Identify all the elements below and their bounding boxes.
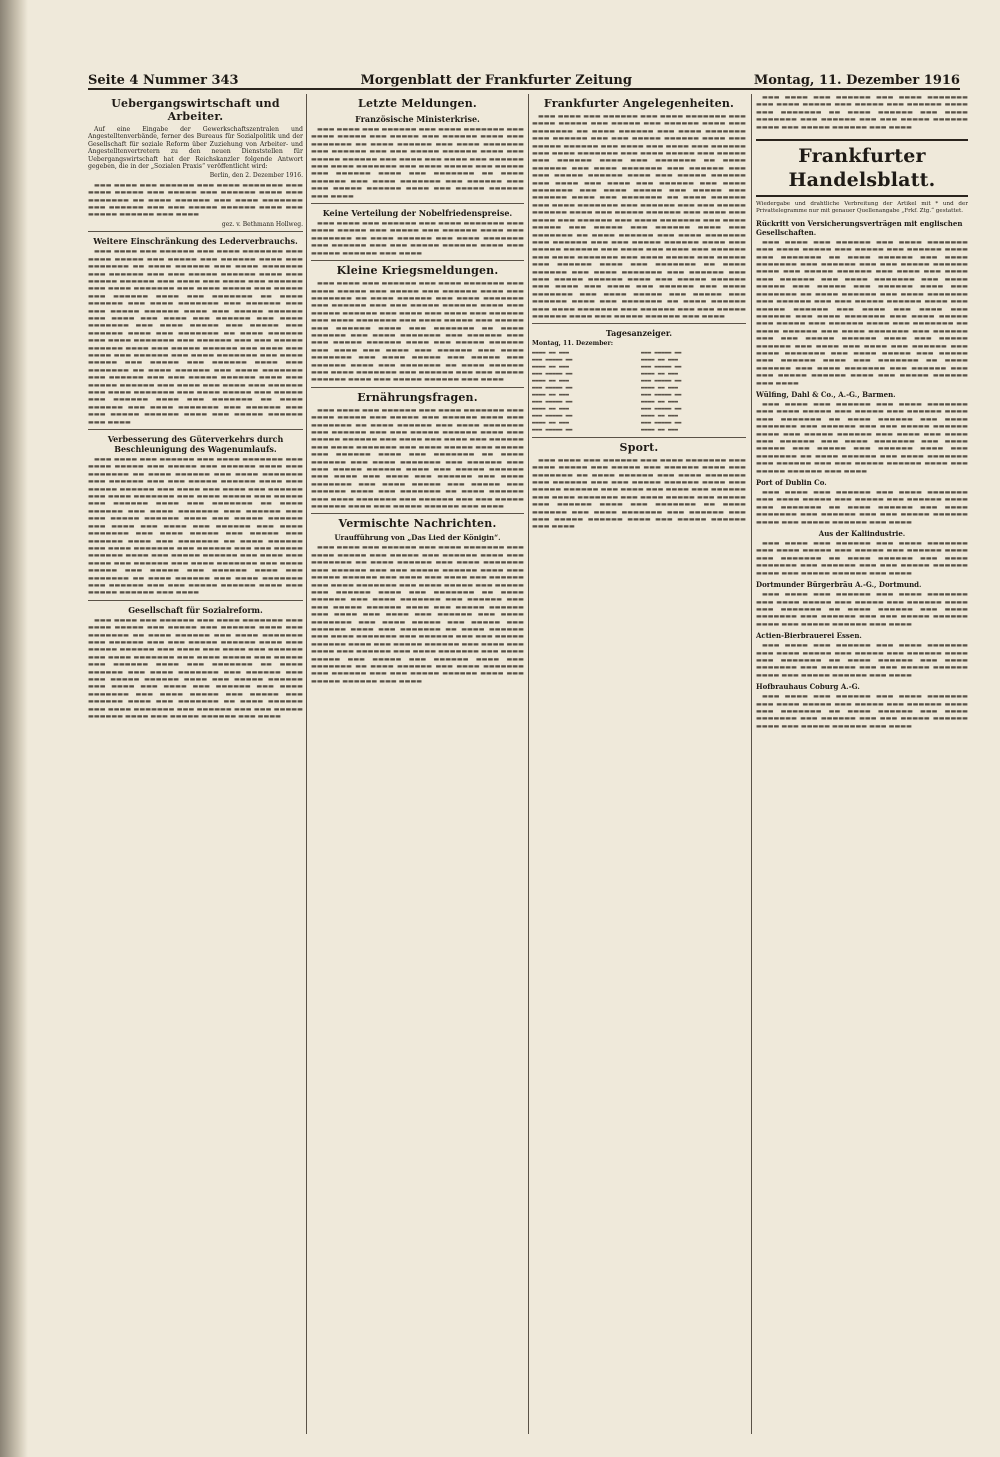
section-title: Frankfurter Handelsblatt.	[756, 139, 968, 197]
headline: Keine Verteilung der Nobelfriedenspreise.	[322, 208, 513, 219]
column-rule	[751, 94, 752, 1434]
article-body: ▬▬▬ ▬▬▬▬ ▬▬▬ ▬▬▬▬▬▬ ▬▬▬ ▬▬▬▬ ▬▬▬▬▬▬▬ ▬▬▬ ▬▬▬▬ ▬▬▬▬▬ ▬▬▬ ▬▬▬▬▬ ▬▬▬ ▬▬▬▬▬▬ ▬▬▬▬ ▬▬▬ ▬▬▬▬▬▬▬ ▬▬ ▬▬▬▬ ▬▬▬▬▬▬ ▬▬▬ ▬▬▬▬ ▬▬▬▬▬▬▬ ▬▬▬ ▬▬▬▬▬▬ ▬▬▬ ▬▬▬ ▬▬▬▬▬ ▬▬▬▬▬▬ ▬▬▬▬ ▬▬▬ ▬▬▬▬▬ ▬▬▬▬▬▬ ▬▬▬ ▬▬▬▬ ▬▬▬ ▬▬▬▬ ▬▬▬ ▬▬▬▬▬▬ ▬▬▬ ▬▬▬▬ ▬▬▬▬▬▬▬ ▬▬▬ ▬▬▬▬ ▬▬▬▬▬ ▬▬▬ ▬▬▬▬▬ ▬▬▬ ▬▬▬▬▬▬ ▬▬▬▬ ▬▬▬ ▬▬▬▬▬▬▬ ▬▬ ▬▬▬▬ ▬▬▬▬▬▬ ▬▬▬ ▬▬▬▬ ▬▬▬▬▬▬▬ ▬▬▬ ▬▬▬▬▬▬ ▬▬▬ ▬▬▬ ▬▬▬▬▬ ▬▬▬▬▬▬ ▬▬▬▬ ▬▬▬ ▬▬▬▬▬ ▬▬▬▬▬▬ ▬▬▬ ▬▬▬▬ ▬▬▬ ▬▬▬▬ ▬▬▬ ▬▬▬▬▬▬ ▬▬▬ ▬▬▬▬ ▬▬▬▬▬▬▬ ▬▬▬ ▬▬▬▬ ▬▬▬▬▬ ▬▬▬ ▬▬▬▬▬ ▬▬▬ ▬▬▬▬▬▬ ▬▬▬▬ ▬▬▬ ▬▬▬▬▬▬▬ ▬▬ ▬▬▬▬ ▬▬▬▬▬▬ ▬▬▬ ▬▬▬▬ ▬▬▬▬▬▬▬ ▬▬▬ ▬▬▬▬▬▬ ▬▬▬ ▬▬▬ ▬▬▬▬▬ ▬▬▬▬▬▬ ▬▬▬▬ ▬▬▬ ▬▬▬▬▬ ▬▬▬▬▬▬ ▬▬▬ ▬▬▬▬	[88, 616, 303, 721]
column-4	[756, 94, 968, 1434]
article-body: ▬▬▬ ▬▬▬▬ ▬▬▬ ▬▬▬▬▬▬ ▬▬▬ ▬▬▬▬ ▬▬▬▬▬▬▬ ▬▬▬ ▬▬▬▬ ▬▬▬▬▬ ▬▬▬ ▬▬▬▬▬ ▬▬▬ ▬▬▬▬▬▬ ▬▬▬▬ ▬▬▬ ▬▬▬▬▬▬▬ ▬▬ ▬▬▬▬ ▬▬▬▬▬▬ ▬▬▬ ▬▬▬▬ ▬▬▬▬▬▬▬ ▬▬▬ ▬▬▬▬▬▬ ▬▬▬ ▬▬▬ ▬▬▬▬▬ ▬▬▬▬▬▬ ▬▬▬▬ ▬▬▬ ▬▬▬▬▬ ▬▬▬▬▬▬ ▬▬▬ ▬▬▬▬	[756, 591, 968, 628]
headline: Weitere Einschränkung des Lederverbrauchs.	[93, 236, 298, 247]
article-body: ▬▬▬ ▬▬▬▬ ▬▬▬ ▬▬▬▬▬▬ ▬▬▬ ▬▬▬▬ ▬▬▬▬▬▬▬ ▬▬▬ ▬▬▬▬ ▬▬▬▬▬ ▬▬▬ ▬▬▬▬▬ ▬▬▬ ▬▬▬▬▬▬ ▬▬▬▬ ▬▬▬ ▬▬▬▬▬▬▬ ▬▬ ▬▬▬▬ ▬▬▬▬▬▬ ▬▬▬ ▬▬▬▬ ▬▬▬▬▬▬▬ ▬▬▬ ▬▬▬▬▬▬ ▬▬▬ ▬▬▬ ▬▬▬▬▬ ▬▬▬▬▬▬ ▬▬▬▬ ▬▬▬ ▬▬▬▬▬ ▬▬▬▬▬▬ ▬▬▬ ▬▬▬▬ ▬▬▬ ▬▬▬▬ ▬▬▬ ▬▬▬▬▬▬ ▬▬▬ ▬▬▬▬ ▬▬▬▬▬▬▬ ▬▬▬ ▬▬▬▬ ▬▬▬▬▬ ▬▬▬ ▬▬▬▬▬ ▬▬▬ ▬▬▬▬▬▬ ▬▬▬▬ ▬▬▬ ▬▬▬▬▬▬▬ ▬▬ ▬▬▬▬ ▬▬▬▬▬▬ ▬▬▬ ▬▬▬▬ ▬▬▬▬▬▬▬ ▬▬▬ ▬▬▬▬▬▬ ▬▬▬ ▬▬▬ ▬▬▬▬▬ ▬▬▬▬▬▬ ▬▬▬▬ ▬▬▬ ▬▬▬▬▬ ▬▬▬▬▬▬ ▬▬▬ ▬▬▬▬ ▬▬▬ ▬▬▬▬ ▬▬▬ ▬▬▬▬▬▬ ▬▬▬ ▬▬▬▬ ▬▬▬▬▬▬▬ ▬▬▬ ▬▬▬▬ ▬▬▬▬▬ ▬▬▬ ▬▬▬▬▬ ▬▬▬ ▬▬▬▬▬▬ ▬▬▬▬ ▬▬▬ ▬▬▬▬▬▬▬ ▬▬ ▬▬▬▬ ▬▬▬▬▬▬ ▬▬▬ ▬▬▬▬ ▬▬▬▬▬▬▬ ▬▬▬ ▬▬▬▬▬▬ ▬▬▬ ▬▬▬ ▬▬▬▬▬ ▬▬▬▬▬▬ ▬▬▬▬ ▬▬▬ ▬▬▬▬▬ ▬▬▬▬▬▬ ▬▬▬ ▬▬▬▬	[311, 406, 524, 511]
headline: Uebergangswirtschaft und Arbeiter.	[111, 97, 280, 123]
masthead	[88, 68, 960, 90]
article-body: ▬▬▬ ▬▬▬▬ ▬▬▬ ▬▬▬▬▬▬ ▬▬▬ ▬▬▬▬ ▬▬▬▬▬▬▬ ▬▬▬ ▬▬▬▬ ▬▬▬▬▬ ▬▬▬ ▬▬▬▬▬ ▬▬▬ ▬▬▬▬▬▬ ▬▬▬▬ ▬▬▬ ▬▬▬▬▬▬▬ ▬▬ ▬▬▬▬ ▬▬▬▬▬▬ ▬▬▬ ▬▬▬▬ ▬▬▬▬▬▬▬ ▬▬▬ ▬▬▬▬▬▬ ▬▬▬ ▬▬▬ ▬▬▬▬▬ ▬▬▬▬▬▬ ▬▬▬▬ ▬▬▬ ▬▬▬▬▬ ▬▬▬▬▬▬ ▬▬▬ ▬▬▬▬ ▬▬▬ ▬▬▬▬ ▬▬▬ ▬▬▬▬▬▬ ▬▬▬ ▬▬▬▬ ▬▬▬▬▬▬▬ ▬▬▬ ▬▬▬▬ ▬▬▬▬▬ ▬▬▬ ▬▬▬▬▬ ▬▬▬ ▬▬▬▬▬▬ ▬▬▬▬ ▬▬▬ ▬▬▬▬▬▬▬ ▬▬ ▬▬▬▬ ▬▬▬▬▬▬ ▬▬▬ ▬▬▬▬ ▬▬▬▬▬▬▬ ▬▬▬ ▬▬▬▬▬▬ ▬▬▬ ▬▬▬ ▬▬▬▬▬ ▬▬▬▬▬▬ ▬▬▬▬ ▬▬▬ ▬▬▬▬▬ ▬▬▬▬▬▬ ▬▬▬ ▬▬▬▬ ▬▬▬ ▬▬▬▬ ▬▬▬ ▬▬▬▬▬▬ ▬▬▬ ▬▬▬▬ ▬▬▬▬▬▬▬ ▬▬▬ ▬▬▬▬ ▬▬▬▬▬ ▬▬▬ ▬▬▬▬▬ ▬▬▬ ▬▬▬▬▬▬ ▬▬▬▬ ▬▬▬ ▬▬▬▬▬▬▬ ▬▬ ▬▬▬▬ ▬▬▬▬▬▬ ▬▬▬ ▬▬▬▬ ▬▬▬▬▬▬▬ ▬▬▬ ▬▬▬▬▬▬ ▬▬▬ ▬▬▬ ▬▬▬▬▬ ▬▬▬▬▬▬ ▬▬▬▬ ▬▬▬ ▬▬▬▬▬ ▬▬▬▬▬▬ ▬▬▬ ▬▬▬▬ ▬▬▬ ▬▬▬▬ ▬▬▬ ▬▬▬▬▬▬ ▬▬▬ ▬▬▬▬ ▬▬▬▬▬▬▬ ▬▬▬ ▬▬▬▬ ▬▬▬▬▬ ▬▬▬ ▬▬▬▬▬ ▬▬▬ ▬▬▬▬▬▬ ▬▬▬▬ ▬▬▬ ▬▬▬▬▬▬▬ ▬▬ ▬▬▬▬ ▬▬▬▬▬▬ ▬▬▬ ▬▬▬▬ ▬▬▬▬▬▬▬ ▬▬▬ ▬▬▬▬▬▬ ▬▬▬ ▬▬▬ ▬▬▬▬▬ ▬▬▬▬▬▬ ▬▬▬▬ ▬▬▬ ▬▬▬▬▬ ▬▬▬▬▬▬ ▬▬▬ ▬▬▬▬ ▬▬▬ ▬▬▬▬ ▬▬▬ ▬▬▬▬▬▬ ▬▬▬ ▬▬▬▬ ▬▬▬▬▬▬▬ ▬▬▬ ▬▬▬▬ ▬▬▬▬▬ ▬▬▬ ▬▬▬▬▬ ▬▬▬ ▬▬▬▬▬▬ ▬▬▬▬ ▬▬▬ ▬▬▬▬▬▬▬ ▬▬ ▬▬▬▬ ▬▬▬▬▬▬ ▬▬▬ ▬▬▬▬ ▬▬▬▬▬▬▬ ▬▬▬ ▬▬▬▬▬▬ ▬▬▬ ▬▬▬ ▬▬▬▬▬ ▬▬▬▬▬▬ ▬▬▬▬ ▬▬▬ ▬▬▬▬▬ ▬▬▬▬▬▬ ▬▬▬ ▬▬▬▬ ▬▬▬ ▬▬▬▬ ▬▬▬ ▬▬▬▬▬▬ ▬▬▬ ▬▬▬▬ ▬▬▬▬▬▬▬ ▬▬▬ ▬▬▬▬ ▬▬▬▬▬ ▬▬▬ ▬▬▬▬▬ ▬▬▬ ▬▬▬▬▬▬ ▬▬▬▬ ▬▬▬ ▬▬▬▬▬▬▬ ▬▬ ▬▬▬▬ ▬▬▬▬▬▬ ▬▬▬ ▬▬▬▬ ▬▬▬▬▬▬▬ ▬▬▬ ▬▬▬▬▬▬ ▬▬▬ ▬▬▬ ▬▬▬▬▬ ▬▬▬▬▬▬ ▬▬▬▬ ▬▬▬ ▬▬▬▬▬ ▬▬▬▬▬▬ ▬▬▬ ▬▬▬▬	[532, 113, 746, 320]
dateline: Berlin, den 2. Dezember 1916.	[209, 172, 303, 180]
listings-table: ▬▬▬▬ ▬▬ ▬▬▬ ▬▬▬ ▬▬▬▬▬ ▬▬ ▬▬▬▬ ▬▬ ▬▬▬ ▬▬▬ ▬▬▬▬▬ ▬▬ ▬▬▬▬ ▬▬ ▬▬▬ ▬▬▬ ▬▬▬▬▬ ▬▬ ▬▬▬▬ ▬▬ ▬▬▬ ▬▬▬ ▬▬▬▬▬ ▬▬ ▬▬▬▬ ▬▬ ▬▬▬ ▬▬▬ ▬▬▬▬▬ ▬▬ ▬▬▬▬ ▬▬ ▬▬▬ ▬▬▬ ▬▬▬▬▬ ▬▬ ▬▬▬ ▬▬▬▬▬ ▬▬ ▬▬▬▬ ▬▬ ▬▬▬ ▬▬▬ ▬▬▬▬▬ ▬▬ ▬▬▬▬ ▬▬ ▬▬▬ ▬▬▬ ▬▬▬▬▬ ▬▬ ▬▬▬▬ ▬▬ ▬▬▬ ▬▬▬ ▬▬▬▬▬ ▬▬ ▬▬▬▬ ▬▬ ▬▬▬ ▬▬▬ ▬▬▬▬▬ ▬▬ ▬▬▬▬ ▬▬ ▬▬▬ ▬▬▬ ▬▬▬▬▬ ▬▬ ▬▬▬▬ ▬▬ ▬▬▬	[532, 349, 682, 433]
article-body: ▬▬▬ ▬▬▬▬ ▬▬▬ ▬▬▬▬▬▬ ▬▬▬ ▬▬▬▬ ▬▬▬▬▬▬▬ ▬▬▬ ▬▬▬▬ ▬▬▬▬▬ ▬▬▬ ▬▬▬▬▬ ▬▬▬ ▬▬▬▬▬▬ ▬▬▬▬ ▬▬▬ ▬▬▬▬▬▬▬ ▬▬ ▬▬▬▬ ▬▬▬▬▬▬ ▬▬▬ ▬▬▬▬ ▬▬▬▬▬▬▬ ▬▬▬ ▬▬▬▬▬▬ ▬▬▬ ▬▬▬ ▬▬▬▬▬ ▬▬▬▬▬▬ ▬▬▬▬ ▬▬▬ ▬▬▬▬▬ ▬▬▬▬▬▬ ▬▬▬ ▬▬▬▬ ▬▬▬ ▬▬▬▬ ▬▬▬ ▬▬▬▬▬▬ ▬▬▬ ▬▬▬▬ ▬▬▬▬▬▬▬ ▬▬▬ ▬▬▬▬ ▬▬▬▬▬ ▬▬▬ ▬▬▬▬▬ ▬▬▬ ▬▬▬▬▬▬ ▬▬▬▬ ▬▬▬ ▬▬▬▬▬▬▬ ▬▬ ▬▬▬▬ ▬▬▬▬▬▬ ▬▬▬ ▬▬▬▬ ▬▬▬▬▬▬▬ ▬▬▬ ▬▬▬▬▬▬ ▬▬▬ ▬▬▬ ▬▬▬▬▬ ▬▬▬▬▬▬ ▬▬▬▬ ▬▬▬ ▬▬▬▬▬ ▬▬▬▬▬▬ ▬▬▬ ▬▬▬▬	[532, 456, 746, 531]
paragraph: Auf eine Eingabe der Gewerkschaftszentralen und Angestelltenverbände, ferner des Bureaus für Sozialpolitik und der Gesellschaft für soziale Reform über Zuziehung von Arbeiter- und Angestelltenvertretern zu den neuen Dienststellen für Uebergangswirtschaft hat der Reichskanzler folgende Antwort gegeben, die in der „Sozialen Praxis“ veröffentlicht wird:	[88, 126, 303, 171]
article-body: ▬▬▬ ▬▬▬▬ ▬▬▬ ▬▬▬▬▬▬ ▬▬▬ ▬▬▬▬ ▬▬▬▬▬▬▬ ▬▬▬ ▬▬▬▬ ▬▬▬▬▬ ▬▬▬ ▬▬▬▬▬ ▬▬▬ ▬▬▬▬▬▬ ▬▬▬▬ ▬▬▬ ▬▬▬▬▬▬▬ ▬▬ ▬▬▬▬ ▬▬▬▬▬▬ ▬▬▬ ▬▬▬▬ ▬▬▬▬▬▬▬ ▬▬▬ ▬▬▬▬▬▬ ▬▬▬ ▬▬▬ ▬▬▬▬▬ ▬▬▬▬▬▬ ▬▬▬▬ ▬▬▬ ▬▬▬▬▬ ▬▬▬▬▬▬ ▬▬▬ ▬▬▬▬ ▬▬▬ ▬▬▬▬ ▬▬▬ ▬▬▬▬▬▬ ▬▬▬ ▬▬▬▬ ▬▬▬▬▬▬▬ ▬▬▬ ▬▬▬▬ ▬▬▬▬▬ ▬▬▬ ▬▬▬▬▬ ▬▬▬ ▬▬▬▬▬▬ ▬▬▬▬ ▬▬▬ ▬▬▬▬▬▬▬ ▬▬ ▬▬▬▬ ▬▬▬▬▬▬ ▬▬▬ ▬▬▬▬ ▬▬▬▬▬▬▬ ▬▬▬ ▬▬▬▬▬▬ ▬▬▬ ▬▬▬ ▬▬▬▬▬ ▬▬▬▬▬▬ ▬▬▬▬ ▬▬▬ ▬▬▬▬▬ ▬▬▬▬▬▬ ▬▬▬ ▬▬▬▬ ▬▬▬ ▬▬▬▬ ▬▬▬ ▬▬▬▬▬▬ ▬▬▬ ▬▬▬▬ ▬▬▬▬▬▬▬ ▬▬▬ ▬▬▬▬ ▬▬▬▬▬ ▬▬▬ ▬▬▬▬▬ ▬▬▬ ▬▬▬▬▬▬ ▬▬▬▬ ▬▬▬ ▬▬▬▬▬▬▬ ▬▬ ▬▬▬▬ ▬▬▬▬▬▬ ▬▬▬ ▬▬▬▬ ▬▬▬▬▬▬▬ ▬▬▬ ▬▬▬▬▬▬ ▬▬▬ ▬▬▬ ▬▬▬▬▬ ▬▬▬▬▬▬ ▬▬▬▬ ▬▬▬ ▬▬▬▬▬ ▬▬▬▬▬▬ ▬▬▬ ▬▬▬▬ ▬▬▬ ▬▬▬▬ ▬▬▬ ▬▬▬▬▬▬ ▬▬▬ ▬▬▬▬ ▬▬▬▬▬▬▬ ▬▬▬ ▬▬▬▬ ▬▬▬▬▬ ▬▬▬ ▬▬▬▬▬ ▬▬▬ ▬▬▬▬▬▬ ▬▬▬▬ ▬▬▬ ▬▬▬▬▬▬▬ ▬▬ ▬▬▬▬ ▬▬▬▬▬▬ ▬▬▬ ▬▬▬▬ ▬▬▬▬▬▬▬ ▬▬▬ ▬▬▬▬▬▬ ▬▬▬ ▬▬▬ ▬▬▬▬▬ ▬▬▬▬▬▬ ▬▬▬▬ ▬▬▬ ▬▬▬▬▬ ▬▬▬▬▬▬ ▬▬▬ ▬▬▬▬	[756, 238, 968, 387]
article-body: ▬▬▬ ▬▬▬▬ ▬▬▬ ▬▬▬▬▬▬ ▬▬▬ ▬▬▬▬ ▬▬▬▬▬▬▬ ▬▬▬ ▬▬▬▬ ▬▬▬▬▬ ▬▬▬ ▬▬▬▬▬ ▬▬▬ ▬▬▬▬▬▬ ▬▬▬▬ ▬▬▬ ▬▬▬▬▬▬▬ ▬▬ ▬▬▬▬ ▬▬▬▬▬▬ ▬▬▬ ▬▬▬▬ ▬▬▬▬▬▬▬ ▬▬▬ ▬▬▬▬▬▬ ▬▬▬ ▬▬▬ ▬▬▬▬▬ ▬▬▬▬▬▬ ▬▬▬▬ ▬▬▬ ▬▬▬▬▬ ▬▬▬▬▬▬ ▬▬▬ ▬▬▬▬ ▬▬▬ ▬▬▬▬ ▬▬▬ ▬▬▬▬▬▬ ▬▬▬ ▬▬▬▬ ▬▬▬▬▬▬▬ ▬▬▬ ▬▬▬▬ ▬▬▬▬▬ ▬▬▬ ▬▬▬▬▬ ▬▬▬ ▬▬▬▬▬▬ ▬▬▬▬ ▬▬▬ ▬▬▬▬▬▬▬ ▬▬ ▬▬▬▬ ▬▬▬▬▬▬ ▬▬▬ ▬▬▬▬ ▬▬▬▬▬▬▬ ▬▬▬ ▬▬▬▬▬▬ ▬▬▬ ▬▬▬ ▬▬▬▬▬ ▬▬▬▬▬▬ ▬▬▬▬ ▬▬▬ ▬▬▬▬▬ ▬▬▬▬▬▬ ▬▬▬ ▬▬▬▬	[756, 400, 968, 475]
headline: Wülfing, Dahl & Co., A.-G., Barmen.	[756, 389, 896, 399]
article-body: ▬▬▬ ▬▬▬▬ ▬▬▬ ▬▬▬▬▬▬ ▬▬▬ ▬▬▬▬ ▬▬▬▬▬▬▬ ▬▬▬ ▬▬▬▬ ▬▬▬▬▬ ▬▬▬ ▬▬▬▬▬ ▬▬▬ ▬▬▬▬▬▬ ▬▬▬▬ ▬▬▬ ▬▬▬▬▬▬▬ ▬▬ ▬▬▬▬ ▬▬▬▬▬▬ ▬▬▬ ▬▬▬▬ ▬▬▬▬▬▬▬ ▬▬▬ ▬▬▬▬▬▬ ▬▬▬ ▬▬▬ ▬▬▬▬▬ ▬▬▬▬▬▬ ▬▬▬▬ ▬▬▬ ▬▬▬▬▬ ▬▬▬▬▬▬ ▬▬▬ ▬▬▬▬	[756, 693, 968, 730]
binding-gutter	[0, 0, 28, 1457]
headline: Aus der Kaliindustrie.	[818, 529, 906, 539]
market-report: ▬▬▬ ▬▬▬▬ ▬▬▬ ▬▬▬▬▬▬ ▬▬▬ ▬▬▬▬ ▬▬▬▬▬▬▬ ▬▬▬ ▬▬▬▬ ▬▬▬▬▬ ▬▬▬ ▬▬▬▬▬ ▬▬▬ ▬▬▬▬▬▬ ▬▬▬▬ ▬▬▬ ▬▬▬▬▬▬▬ ▬▬ ▬▬▬▬ ▬▬▬▬▬▬ ▬▬▬ ▬▬▬▬ ▬▬▬▬▬▬▬ ▬▬▬ ▬▬▬▬▬▬ ▬▬▬ ▬▬▬ ▬▬▬▬▬ ▬▬▬▬▬▬ ▬▬▬▬ ▬▬▬ ▬▬▬▬▬ ▬▬▬▬▬▬ ▬▬▬ ▬▬▬▬	[756, 94, 968, 131]
column-1	[88, 94, 303, 1434]
headline: Französische Ministerkrise.	[355, 114, 480, 124]
headline: Actien-Bierbrauerei Essen.	[756, 631, 862, 641]
article-body: ▬▬▬ ▬▬▬▬ ▬▬▬ ▬▬▬▬▬▬ ▬▬▬ ▬▬▬▬ ▬▬▬▬▬▬▬ ▬▬▬ ▬▬▬▬ ▬▬▬▬▬ ▬▬▬ ▬▬▬▬▬ ▬▬▬ ▬▬▬▬▬▬ ▬▬▬▬ ▬▬▬ ▬▬▬▬▬▬▬ ▬▬ ▬▬▬▬ ▬▬▬▬▬▬ ▬▬▬ ▬▬▬▬ ▬▬▬▬▬▬▬ ▬▬▬ ▬▬▬▬▬▬ ▬▬▬ ▬▬▬ ▬▬▬▬▬ ▬▬▬▬▬▬ ▬▬▬▬ ▬▬▬ ▬▬▬▬▬ ▬▬▬▬▬▬ ▬▬▬ ▬▬▬▬ ▬▬▬ ▬▬▬▬ ▬▬▬ ▬▬▬▬▬▬ ▬▬▬ ▬▬▬▬ ▬▬▬▬▬▬▬ ▬▬▬ ▬▬▬▬ ▬▬▬▬▬ ▬▬▬ ▬▬▬▬▬ ▬▬▬ ▬▬▬▬▬▬ ▬▬▬▬ ▬▬▬ ▬▬▬▬▬▬▬ ▬▬ ▬▬▬▬ ▬▬▬▬▬▬ ▬▬▬ ▬▬▬▬ ▬▬▬▬▬▬▬ ▬▬▬ ▬▬▬▬▬▬ ▬▬▬ ▬▬▬ ▬▬▬▬▬ ▬▬▬▬▬▬ ▬▬▬▬ ▬▬▬ ▬▬▬▬▬ ▬▬▬▬▬▬ ▬▬▬ ▬▬▬▬ ▬▬▬ ▬▬▬▬ ▬▬▬ ▬▬▬▬▬▬ ▬▬▬ ▬▬▬▬ ▬▬▬▬▬▬▬ ▬▬▬ ▬▬▬▬ ▬▬▬▬▬ ▬▬▬ ▬▬▬▬▬ ▬▬▬ ▬▬▬▬▬▬ ▬▬▬▬ ▬▬▬ ▬▬▬▬▬▬▬ ▬▬ ▬▬▬▬ ▬▬▬▬▬▬ ▬▬▬ ▬▬▬▬ ▬▬▬▬▬▬▬ ▬▬▬ ▬▬▬▬▬▬ ▬▬▬ ▬▬▬ ▬▬▬▬▬ ▬▬▬▬▬▬ ▬▬▬▬ ▬▬▬ ▬▬▬▬▬ ▬▬▬▬▬▬ ▬▬▬ ▬▬▬▬	[311, 280, 524, 384]
headline: Kleine Kriegsmeldungen.	[336, 264, 499, 278]
headline: Frankfurter Angelegenheiten.	[543, 97, 735, 110]
article-body: ▬▬▬ ▬▬▬▬ ▬▬▬ ▬▬▬▬▬▬ ▬▬▬ ▬▬▬▬ ▬▬▬▬▬▬▬ ▬▬▬ ▬▬▬▬ ▬▬▬▬▬ ▬▬▬ ▬▬▬▬▬ ▬▬▬ ▬▬▬▬▬▬ ▬▬▬▬ ▬▬▬ ▬▬▬▬▬▬▬ ▬▬ ▬▬▬▬ ▬▬▬▬▬▬ ▬▬▬ ▬▬▬▬ ▬▬▬▬▬▬▬ ▬▬▬ ▬▬▬▬▬▬ ▬▬▬ ▬▬▬ ▬▬▬▬▬ ▬▬▬▬▬▬ ▬▬▬▬ ▬▬▬ ▬▬▬▬▬ ▬▬▬▬▬▬ ▬▬▬ ▬▬▬▬	[756, 540, 968, 577]
headline: Sport.	[619, 440, 659, 454]
subheadline: Uraufführung von „Das Lied der Königin“.	[334, 533, 501, 543]
headline: Ernährungsfragen.	[357, 390, 478, 404]
article-body: ▬▬▬ ▬▬▬▬ ▬▬▬ ▬▬▬▬▬▬ ▬▬▬ ▬▬▬▬ ▬▬▬▬▬▬▬ ▬▬▬ ▬▬▬▬ ▬▬▬▬▬ ▬▬▬ ▬▬▬▬▬ ▬▬▬ ▬▬▬▬▬▬ ▬▬▬▬ ▬▬▬ ▬▬▬▬▬▬▬ ▬▬ ▬▬▬▬ ▬▬▬▬▬▬ ▬▬▬ ▬▬▬▬ ▬▬▬▬▬▬▬ ▬▬▬ ▬▬▬▬▬▬ ▬▬▬ ▬▬▬ ▬▬▬▬▬ ▬▬▬▬▬▬ ▬▬▬▬ ▬▬▬ ▬▬▬▬▬ ▬▬▬▬▬▬ ▬▬▬ ▬▬▬▬ ▬▬▬ ▬▬▬▬ ▬▬▬ ▬▬▬▬▬▬ ▬▬▬ ▬▬▬▬ ▬▬▬▬▬▬▬ ▬▬▬ ▬▬▬▬ ▬▬▬▬▬ ▬▬▬ ▬▬▬▬▬ ▬▬▬ ▬▬▬▬▬▬ ▬▬▬▬ ▬▬▬ ▬▬▬▬▬▬▬ ▬▬ ▬▬▬▬ ▬▬▬▬▬▬ ▬▬▬ ▬▬▬▬ ▬▬▬▬▬▬▬ ▬▬▬ ▬▬▬▬▬▬ ▬▬▬ ▬▬▬ ▬▬▬▬▬ ▬▬▬▬▬▬ ▬▬▬▬ ▬▬▬ ▬▬▬▬▬ ▬▬▬▬▬▬ ▬▬▬ ▬▬▬▬ ▬▬▬ ▬▬▬▬ ▬▬▬ ▬▬▬▬▬▬ ▬▬▬ ▬▬▬▬ ▬▬▬▬▬▬▬ ▬▬▬ ▬▬▬▬ ▬▬▬▬▬ ▬▬▬ ▬▬▬▬▬ ▬▬▬ ▬▬▬▬▬▬ ▬▬▬▬ ▬▬▬ ▬▬▬▬▬▬▬ ▬▬ ▬▬▬▬ ▬▬▬▬▬▬ ▬▬▬ ▬▬▬▬ ▬▬▬▬▬▬▬ ▬▬▬ ▬▬▬▬▬▬ ▬▬▬ ▬▬▬ ▬▬▬▬▬ ▬▬▬▬▬▬ ▬▬▬▬ ▬▬▬ ▬▬▬▬▬ ▬▬▬▬▬▬ ▬▬▬ ▬▬▬▬ ▬▬▬ ▬▬▬▬ ▬▬▬ ▬▬▬▬▬▬ ▬▬▬ ▬▬▬▬ ▬▬▬▬▬▬▬ ▬▬▬ ▬▬▬▬ ▬▬▬▬▬ ▬▬▬ ▬▬▬▬▬ ▬▬▬ ▬▬▬▬▬▬ ▬▬▬▬ ▬▬▬ ▬▬▬▬▬▬▬ ▬▬ ▬▬▬▬ ▬▬▬▬▬▬ ▬▬▬ ▬▬▬▬ ▬▬▬▬▬▬▬ ▬▬▬ ▬▬▬▬▬▬ ▬▬▬ ▬▬▬ ▬▬▬▬▬ ▬▬▬▬▬▬ ▬▬▬▬ ▬▬▬ ▬▬▬▬▬ ▬▬▬▬▬▬ ▬▬▬ ▬▬▬▬	[88, 456, 303, 597]
column-rule	[528, 94, 529, 1434]
page-number: Seite 4 Nummer 343	[88, 73, 239, 88]
issue-date: Montag, 11. Dezember 1916	[753, 73, 960, 88]
article-body: ▬▬▬ ▬▬▬▬ ▬▬▬ ▬▬▬▬▬▬ ▬▬▬ ▬▬▬▬ ▬▬▬▬▬▬▬ ▬▬▬ ▬▬▬▬ ▬▬▬▬▬ ▬▬▬ ▬▬▬▬▬ ▬▬▬ ▬▬▬▬▬▬ ▬▬▬▬ ▬▬▬ ▬▬▬▬▬▬▬ ▬▬ ▬▬▬▬ ▬▬▬▬▬▬ ▬▬▬ ▬▬▬▬ ▬▬▬▬▬▬▬ ▬▬▬ ▬▬▬▬▬▬ ▬▬▬ ▬▬▬ ▬▬▬▬▬ ▬▬▬▬▬▬ ▬▬▬▬ ▬▬▬ ▬▬▬▬▬ ▬▬▬▬▬▬ ▬▬▬ ▬▬▬▬ ▬▬▬ ▬▬▬▬ ▬▬▬ ▬▬▬▬▬▬ ▬▬▬ ▬▬▬▬ ▬▬▬▬▬▬▬ ▬▬▬ ▬▬▬▬ ▬▬▬▬▬ ▬▬▬ ▬▬▬▬▬ ▬▬▬ ▬▬▬▬▬▬ ▬▬▬▬ ▬▬▬ ▬▬▬▬▬▬▬ ▬▬ ▬▬▬▬ ▬▬▬▬▬▬ ▬▬▬ ▬▬▬▬ ▬▬▬▬▬▬▬ ▬▬▬ ▬▬▬▬▬▬ ▬▬▬ ▬▬▬ ▬▬▬▬▬ ▬▬▬▬▬▬ ▬▬▬▬ ▬▬▬ ▬▬▬▬▬ ▬▬▬▬▬▬ ▬▬▬ ▬▬▬▬	[311, 126, 524, 200]
headline: Dortmunder Bürgerbräu A.-G., Dortmund.	[756, 580, 922, 590]
newspaper-title: Morgenblatt der Frankfurter Zeitung	[360, 73, 632, 88]
article-body: ▬▬▬ ▬▬▬▬ ▬▬▬ ▬▬▬▬▬▬ ▬▬▬ ▬▬▬▬ ▬▬▬▬▬▬▬ ▬▬▬ ▬▬▬▬ ▬▬▬▬▬ ▬▬▬ ▬▬▬▬▬ ▬▬▬ ▬▬▬▬▬▬ ▬▬▬▬ ▬▬▬ ▬▬▬▬▬▬▬ ▬▬ ▬▬▬▬ ▬▬▬▬▬▬ ▬▬▬ ▬▬▬▬ ▬▬▬▬▬▬▬ ▬▬▬ ▬▬▬▬▬▬ ▬▬▬ ▬▬▬ ▬▬▬▬▬ ▬▬▬▬▬▬ ▬▬▬▬ ▬▬▬ ▬▬▬▬▬ ▬▬▬▬▬▬ ▬▬▬ ▬▬▬▬	[756, 642, 968, 679]
headline: Vermischte Nachrichten.	[338, 517, 497, 531]
column-3	[532, 94, 746, 1434]
article-body: ▬▬▬ ▬▬▬▬ ▬▬▬ ▬▬▬▬▬▬ ▬▬▬ ▬▬▬▬ ▬▬▬▬▬▬▬ ▬▬▬ ▬▬▬▬ ▬▬▬▬▬ ▬▬▬ ▬▬▬▬▬ ▬▬▬ ▬▬▬▬▬▬ ▬▬▬▬ ▬▬▬ ▬▬▬▬▬▬▬ ▬▬ ▬▬▬▬ ▬▬▬▬▬▬ ▬▬▬ ▬▬▬▬ ▬▬▬▬▬▬▬ ▬▬▬ ▬▬▬▬▬▬ ▬▬▬ ▬▬▬ ▬▬▬▬▬ ▬▬▬▬▬▬ ▬▬▬▬ ▬▬▬ ▬▬▬▬▬ ▬▬▬▬▬▬ ▬▬▬ ▬▬▬▬	[756, 489, 968, 526]
article-body: ▬▬▬ ▬▬▬▬ ▬▬▬ ▬▬▬▬▬▬ ▬▬▬ ▬▬▬▬ ▬▬▬▬▬▬▬ ▬▬▬ ▬▬▬▬ ▬▬▬▬▬ ▬▬▬ ▬▬▬▬▬ ▬▬▬ ▬▬▬▬▬▬ ▬▬▬▬ ▬▬▬ ▬▬▬▬▬▬▬ ▬▬ ▬▬▬▬ ▬▬▬▬▬▬ ▬▬▬ ▬▬▬▬ ▬▬▬▬▬▬▬ ▬▬▬ ▬▬▬▬▬▬ ▬▬▬ ▬▬▬ ▬▬▬▬▬ ▬▬▬▬▬▬ ▬▬▬▬ ▬▬▬ ▬▬▬▬▬ ▬▬▬▬▬▬ ▬▬▬ ▬▬▬▬ ▬▬▬ ▬▬▬▬ ▬▬▬ ▬▬▬▬▬▬ ▬▬▬ ▬▬▬▬ ▬▬▬▬▬▬▬ ▬▬▬ ▬▬▬▬ ▬▬▬▬▬ ▬▬▬ ▬▬▬▬▬ ▬▬▬ ▬▬▬▬▬▬ ▬▬▬▬ ▬▬▬ ▬▬▬▬▬▬▬ ▬▬ ▬▬▬▬ ▬▬▬▬▬▬ ▬▬▬ ▬▬▬▬ ▬▬▬▬▬▬▬ ▬▬▬ ▬▬▬▬▬▬ ▬▬▬ ▬▬▬ ▬▬▬▬▬ ▬▬▬▬▬▬ ▬▬▬▬ ▬▬▬ ▬▬▬▬▬ ▬▬▬▬▬▬ ▬▬▬ ▬▬▬▬ ▬▬▬ ▬▬▬▬ ▬▬▬ ▬▬▬▬▬▬ ▬▬▬ ▬▬▬▬ ▬▬▬▬▬▬▬ ▬▬▬ ▬▬▬▬ ▬▬▬▬▬ ▬▬▬ ▬▬▬▬▬ ▬▬▬ ▬▬▬▬▬▬ ▬▬▬▬ ▬▬▬ ▬▬▬▬▬▬▬ ▬▬ ▬▬▬▬ ▬▬▬▬▬▬ ▬▬▬ ▬▬▬▬ ▬▬▬▬▬▬▬ ▬▬▬ ▬▬▬▬▬▬ ▬▬▬ ▬▬▬ ▬▬▬▬▬ ▬▬▬▬▬▬ ▬▬▬▬ ▬▬▬ ▬▬▬▬▬ ▬▬▬▬▬▬ ▬▬▬ ▬▬▬▬ ▬▬▬ ▬▬▬▬ ▬▬▬ ▬▬▬▬▬▬ ▬▬▬ ▬▬▬▬ ▬▬▬▬▬▬▬ ▬▬▬ ▬▬▬▬ ▬▬▬▬▬ ▬▬▬ ▬▬▬▬▬ ▬▬▬ ▬▬▬▬▬▬ ▬▬▬▬ ▬▬▬ ▬▬▬▬▬▬▬ ▬▬ ▬▬▬▬ ▬▬▬▬▬▬ ▬▬▬ ▬▬▬▬ ▬▬▬▬▬▬▬ ▬▬▬ ▬▬▬▬▬▬ ▬▬▬ ▬▬▬ ▬▬▬▬▬ ▬▬▬▬▬▬ ▬▬▬▬ ▬▬▬ ▬▬▬▬▬ ▬▬▬▬▬▬ ▬▬▬ ▬▬▬▬	[311, 544, 524, 685]
dateline: Montag, 11. Dezember:	[532, 340, 614, 348]
headline: Rückritt von Versicherungsverträgen mit englischen Gesellschaften.	[756, 218, 963, 237]
headline: Port of Dublin Co.	[756, 478, 827, 488]
headline: Tagesanzeiger.	[605, 328, 673, 339]
headline: Letzte Meldungen.	[358, 97, 477, 110]
copyright-note: Wiedergabe und drahtliche Verbreitung der Artikel mit * und der Privattelegramme nur mit genauer Quellenangabe „Frkf. Ztg.“ gestattet.	[756, 201, 968, 215]
article-body: ▬▬▬ ▬▬▬▬ ▬▬▬ ▬▬▬▬▬▬ ▬▬▬ ▬▬▬▬ ▬▬▬▬▬▬▬ ▬▬▬ ▬▬▬▬ ▬▬▬▬▬ ▬▬▬ ▬▬▬▬▬ ▬▬▬ ▬▬▬▬▬▬ ▬▬▬▬ ▬▬▬ ▬▬▬▬▬▬▬ ▬▬ ▬▬▬▬ ▬▬▬▬▬▬ ▬▬▬ ▬▬▬▬ ▬▬▬▬▬▬▬ ▬▬▬ ▬▬▬▬▬▬ ▬▬▬ ▬▬▬ ▬▬▬▬▬ ▬▬▬▬▬▬ ▬▬▬▬ ▬▬▬ ▬▬▬▬▬ ▬▬▬▬▬▬ ▬▬▬ ▬▬▬▬	[88, 181, 303, 219]
column-2	[311, 94, 524, 1434]
article-body: ▬▬▬ ▬▬▬▬ ▬▬▬ ▬▬▬▬▬▬ ▬▬▬ ▬▬▬▬ ▬▬▬▬▬▬▬ ▬▬▬ ▬▬▬▬ ▬▬▬▬▬ ▬▬▬ ▬▬▬▬▬ ▬▬▬ ▬▬▬▬▬▬ ▬▬▬▬ ▬▬▬ ▬▬▬▬▬▬▬ ▬▬ ▬▬▬▬ ▬▬▬▬▬▬ ▬▬▬ ▬▬▬▬ ▬▬▬▬▬▬▬ ▬▬▬ ▬▬▬▬▬▬ ▬▬▬ ▬▬▬ ▬▬▬▬▬ ▬▬▬▬▬▬ ▬▬▬▬ ▬▬▬ ▬▬▬▬▬ ▬▬▬▬▬▬ ▬▬▬ ▬▬▬▬	[311, 220, 524, 257]
headline: Verbesserung des Güterverkehrs durch Beschleunigung des Wagenumlaufs.	[107, 434, 284, 455]
headline: Gesellschaft für Sozialreform.	[128, 604, 263, 615]
signature: gez. v. Bethmann Hollweg.	[221, 220, 303, 228]
headline: Hofbrauhaus Coburg A.-G.	[756, 682, 860, 692]
column-rule	[306, 94, 307, 1434]
article-body: ▬▬▬ ▬▬▬▬ ▬▬▬ ▬▬▬▬▬▬ ▬▬▬ ▬▬▬▬ ▬▬▬▬▬▬▬ ▬▬▬ ▬▬▬▬ ▬▬▬▬▬ ▬▬▬ ▬▬▬▬▬ ▬▬▬ ▬▬▬▬▬▬ ▬▬▬▬ ▬▬▬ ▬▬▬▬▬▬▬ ▬▬ ▬▬▬▬ ▬▬▬▬▬▬ ▬▬▬ ▬▬▬▬ ▬▬▬▬▬▬▬ ▬▬▬ ▬▬▬▬▬▬ ▬▬▬ ▬▬▬ ▬▬▬▬▬ ▬▬▬▬▬▬ ▬▬▬▬ ▬▬▬ ▬▬▬▬▬ ▬▬▬▬▬▬ ▬▬▬ ▬▬▬▬ ▬▬▬ ▬▬▬▬ ▬▬▬ ▬▬▬▬▬▬ ▬▬▬ ▬▬▬▬ ▬▬▬▬▬▬▬ ▬▬▬ ▬▬▬▬ ▬▬▬▬▬ ▬▬▬ ▬▬▬▬▬ ▬▬▬ ▬▬▬▬▬▬ ▬▬▬▬ ▬▬▬ ▬▬▬▬▬▬▬ ▬▬ ▬▬▬▬ ▬▬▬▬▬▬ ▬▬▬ ▬▬▬▬ ▬▬▬▬▬▬▬ ▬▬▬ ▬▬▬▬▬▬ ▬▬▬ ▬▬▬ ▬▬▬▬▬ ▬▬▬▬▬▬ ▬▬▬▬ ▬▬▬ ▬▬▬▬▬ ▬▬▬▬▬▬ ▬▬▬ ▬▬▬▬ ▬▬▬ ▬▬▬▬ ▬▬▬ ▬▬▬▬▬▬ ▬▬▬ ▬▬▬▬ ▬▬▬▬▬▬▬ ▬▬▬ ▬▬▬▬ ▬▬▬▬▬ ▬▬▬ ▬▬▬▬▬ ▬▬▬ ▬▬▬▬▬▬ ▬▬▬▬ ▬▬▬ ▬▬▬▬▬▬▬ ▬▬ ▬▬▬▬ ▬▬▬▬▬▬ ▬▬▬ ▬▬▬▬ ▬▬▬▬▬▬▬ ▬▬▬ ▬▬▬▬▬▬ ▬▬▬ ▬▬▬ ▬▬▬▬▬ ▬▬▬▬▬▬ ▬▬▬▬ ▬▬▬ ▬▬▬▬▬ ▬▬▬▬▬▬ ▬▬▬ ▬▬▬▬ ▬▬▬ ▬▬▬▬ ▬▬▬ ▬▬▬▬▬▬ ▬▬▬ ▬▬▬▬ ▬▬▬▬▬▬▬ ▬▬▬ ▬▬▬▬ ▬▬▬▬▬ ▬▬▬ ▬▬▬▬▬ ▬▬▬ ▬▬▬▬▬▬ ▬▬▬▬ ▬▬▬ ▬▬▬▬▬▬▬ ▬▬ ▬▬▬▬ ▬▬▬▬▬▬ ▬▬▬ ▬▬▬▬ ▬▬▬▬▬▬▬ ▬▬▬ ▬▬▬▬▬▬ ▬▬▬ ▬▬▬ ▬▬▬▬▬ ▬▬▬▬▬▬ ▬▬▬▬ ▬▬▬ ▬▬▬▬▬ ▬▬▬▬▬▬ ▬▬▬ ▬▬▬▬ ▬▬▬ ▬▬▬▬ ▬▬▬ ▬▬▬▬▬▬ ▬▬▬ ▬▬▬▬ ▬▬▬▬▬▬▬ ▬▬▬ ▬▬▬▬ ▬▬▬▬▬ ▬▬▬ ▬▬▬▬▬ ▬▬▬ ▬▬▬▬▬▬ ▬▬▬▬ ▬▬▬ ▬▬▬▬▬▬▬ ▬▬ ▬▬▬▬ ▬▬▬▬▬▬ ▬▬▬ ▬▬▬▬ ▬▬▬▬▬▬▬ ▬▬▬ ▬▬▬▬▬▬ ▬▬▬ ▬▬▬ ▬▬▬▬▬ ▬▬▬▬▬▬ ▬▬▬▬ ▬▬▬ ▬▬▬▬▬ ▬▬▬▬▬▬ ▬▬▬ ▬▬▬▬	[88, 248, 303, 426]
